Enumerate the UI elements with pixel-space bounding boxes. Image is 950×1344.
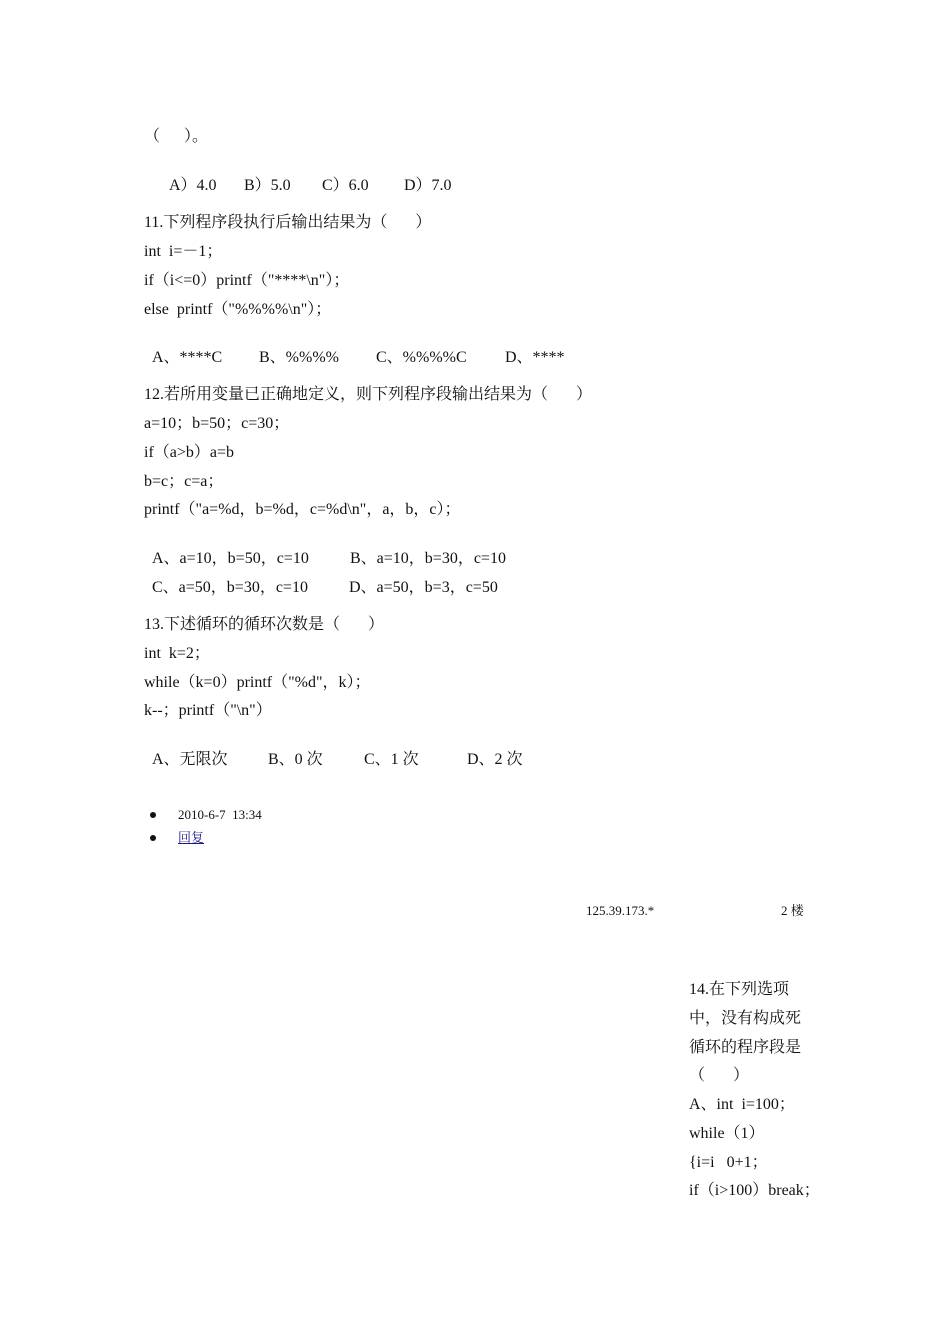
post-timestamp: 2010-6-7 13:34: [178, 807, 262, 822]
q12-option-d: D、a=50，b=3，c=50: [349, 579, 498, 596]
q12-title: 12.若所用变量已正确地定义，则下列程序段输出结果为（ ）: [144, 386, 593, 403]
q11-code-line: if（i<=0）printf（"****\n"）；: [144, 272, 350, 289]
q11-code-line: else printf（"%%%%\n"）；: [144, 301, 332, 318]
q14-code-line: {i=i 0+1；: [689, 1154, 768, 1171]
q13-code-line: while（k=0）printf（"%d"，k）；: [144, 674, 371, 691]
bullet-icon: [150, 835, 156, 841]
poster-ip: 125.39.173.*: [586, 903, 655, 918]
q12-option-a: A、a=10，b=50，c=10: [152, 550, 309, 567]
q13-code-line: int k=2；: [144, 645, 210, 662]
q14-code-line: while（1）: [689, 1125, 765, 1142]
q13-option-a: A、无限次: [152, 751, 228, 768]
q13-option-c: C、1 次: [364, 751, 419, 768]
q10-option-c: C）6.0: [322, 177, 369, 194]
q11-code-line: int i=－1；: [144, 243, 223, 260]
q10-option-b: B）5.0: [244, 177, 291, 194]
q14-text-line: 中，没有构成死: [689, 1010, 802, 1027]
q10-option-a: A）4.0: [169, 177, 217, 194]
floor-number: 2 楼: [781, 903, 804, 918]
q13-code-line: k--；printf（"\n"）: [144, 702, 272, 719]
q12-option-c: C、a=50，b=30，c=10: [152, 579, 308, 596]
q10-paren: （ ）。: [144, 128, 209, 145]
q14-text-line: 14.在下列选项: [689, 981, 790, 998]
q11-option-d: D、****: [505, 349, 565, 366]
q10-option-d: D）7.0: [404, 177, 452, 194]
q14-text-line: 循环的程序段是: [689, 1039, 802, 1056]
q12-code-line: printf（"a=%d，b=%d，c=%d\n"，a，b，c）；: [144, 501, 461, 518]
q13-option-d: D、2 次: [467, 751, 523, 768]
bullet-icon: [150, 812, 156, 818]
q11-option-b: B、%%%%: [259, 349, 339, 366]
q11-option-c: C、%%%%C: [376, 349, 467, 366]
reply-link[interactable]: 回复: [178, 830, 205, 845]
q14-code-line: if（i>100）break；: [689, 1182, 820, 1199]
q10-options: [161, 156, 452, 196]
q11-option-a: A、****C: [152, 349, 223, 366]
q13-option-b: B、0 次: [268, 751, 323, 768]
q12-code-line: b=c；c=a；: [144, 473, 224, 490]
q12-code-line: a=10；b=50；c=30；: [144, 415, 290, 432]
q12-options-row: [144, 558, 498, 598]
q14-text-line: （ ）: [689, 1067, 750, 1084]
q12-code-line: if（a>b）a=b: [144, 444, 235, 461]
q13-title: 13.下述循环的循环次数是（ ）: [144, 616, 385, 633]
q11-options: [144, 328, 565, 368]
q13-options: [144, 730, 523, 770]
q14-code-line: A、int i=100；: [689, 1096, 795, 1113]
q11-title: 11.下列程序段执行后输出结果为（ ）: [144, 214, 432, 231]
q12-option-b: B、a=10，b=30，c=10: [350, 550, 506, 567]
